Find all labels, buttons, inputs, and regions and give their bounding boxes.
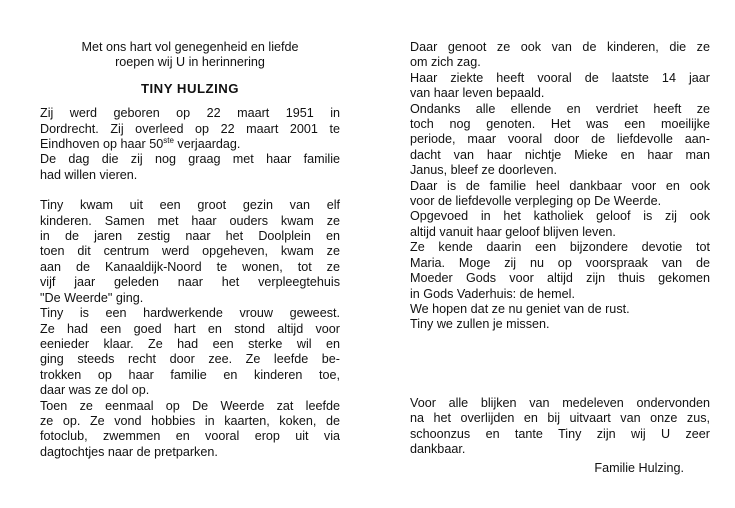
text-line: in Gods Vaderhuis: de hemel. [410,286,575,301]
family-history-paragraph [40,198,340,306]
faith-paragraph [410,209,710,240]
text-line: van haar leven bepaald. [410,86,545,101]
text-line: ze op. Ze vond hobbies in kaarten, koken, de [40,413,340,428]
character-paragraph [40,306,340,398]
children-paragraph [410,40,710,71]
text-line: Moeder Gods voor altijd zijn thuis gekomen [410,271,710,286]
text-fragment: verjaardag. [173,137,241,152]
paragraph-gap [40,183,340,198]
devotion-paragraph [410,240,710,302]
text-line: De dag die zij nog graag met haar familie [40,152,340,167]
text-line: Janus, bleef ze doorleven. [410,163,558,178]
text-line: periode, maar vooral door de liefdevolle aan- [410,132,710,147]
text-line: Opgevoed in het katholiek geloof is zij ook [410,209,710,224]
text-line: Zij werd geboren op 22 maart 1951 in [40,106,340,121]
text-line: dankbaar. [410,441,466,456]
text-line: Maria. Moge zij nu op voorspraak van de [410,255,710,270]
family-wish-paragraph [40,152,340,183]
text-line: ging steeds recht door zee. Ze leefde be- [40,352,340,367]
left-column [40,40,340,460]
text-line: Toen ze eenmaal op De Weerde zat leefde [40,398,340,413]
text-line: voor de liefdevolle verpleging op De Weerde. [410,194,662,209]
text-line: had willen vieren. [40,167,138,182]
hobbies-paragraph [40,399,340,461]
text-fragment: Eindhoven op haar 50 [40,137,164,152]
text-line: Voor alle blijken van medeleven ondervonden [410,395,710,410]
gratitude-care-paragraph [410,179,710,210]
text-line: schoonzus en tante Tiny zijn wij U zeer [410,426,710,441]
family-signature: Familie Hulzing. [594,461,684,476]
deceased-name: TINY HULZING [140,80,240,96]
perseverance-paragraph [410,102,710,179]
text-line: dacht van haar nichtje Mieke en haar man [410,147,710,162]
illness-paragraph [410,71,710,102]
text-line: toen dit centrum werd opgeheven, kwam ze [40,244,340,259]
thanks-paragraph [410,396,710,458]
text-line: Tiny we zullen je missen. [410,317,550,332]
text-line: Ze kende daarin een bijzondere devotie tot [410,240,710,255]
text-line: Tiny is een hardwerkende vrouw geweest. [40,306,340,321]
text-line: na het overlijden en bij uitvaart van onze zus, [410,411,710,426]
text-line: fotoclub, zwemmen en vooral erop uit via [40,429,340,444]
right-column [410,40,710,477]
text-line: Haar ziekte heeft vooral de laatste 14 jaar [410,70,710,85]
text-line: Ze had een goed hart en stond altijd voor [40,321,340,336]
text-line: Daar is de familie heel dankbaar voor en ook [410,178,710,193]
text-line: We hopen dat ze nu geniet van de rust. [410,301,630,316]
text-line: Dordrecht. Zij overleed op 22 maart 2001 te [40,121,340,136]
text-line: Daar genoot ze ook van de kinderen, die ze [410,40,710,54]
text-line: eenieder klaar. Ze had een sterke wil en [40,336,340,351]
text-line: vijf jaar geleden naar het verpleegtehuis [40,275,340,290]
rest-paragraph [410,302,710,317]
intro-line-2: roepen wij U in herinnering [115,55,265,70]
text-line: kinderen. Samen met haar ouders kwam ze [40,213,340,228]
text-line: altijd vanuit haar geloof blijven leven. [410,224,616,239]
text-line: toch nog genoten. Het was een moeilijke [410,117,710,132]
text-line [40,137,340,152]
text-line: Ondanks alle ellende en verdriet heeft ze [410,101,710,116]
text-line: aan de Kanaaldijk-Noord te wonen, tot ze [40,259,340,274]
farewell-paragraph [410,317,710,332]
text-line: Tiny kwam uit een groot gezin van elf [40,198,340,213]
ordinal-suffix: ste [163,135,174,145]
text-line: dagtochtjes naar de pretparken. [40,444,218,459]
text-line: "De Weerde" ging. [40,290,144,305]
text-line: om zich zag. [410,55,481,70]
birth-death-paragraph [40,106,340,152]
text-line: in de jaren zestig naar het Doolplein en [40,229,340,244]
text-line: daar was ze dol op. [40,383,150,398]
intro-line-1: Met ons hart vol genegenheid en liefde [81,40,299,54]
text-line: trokken op haar familie en kinderen toe, [40,367,340,382]
section-gap [410,333,710,396]
